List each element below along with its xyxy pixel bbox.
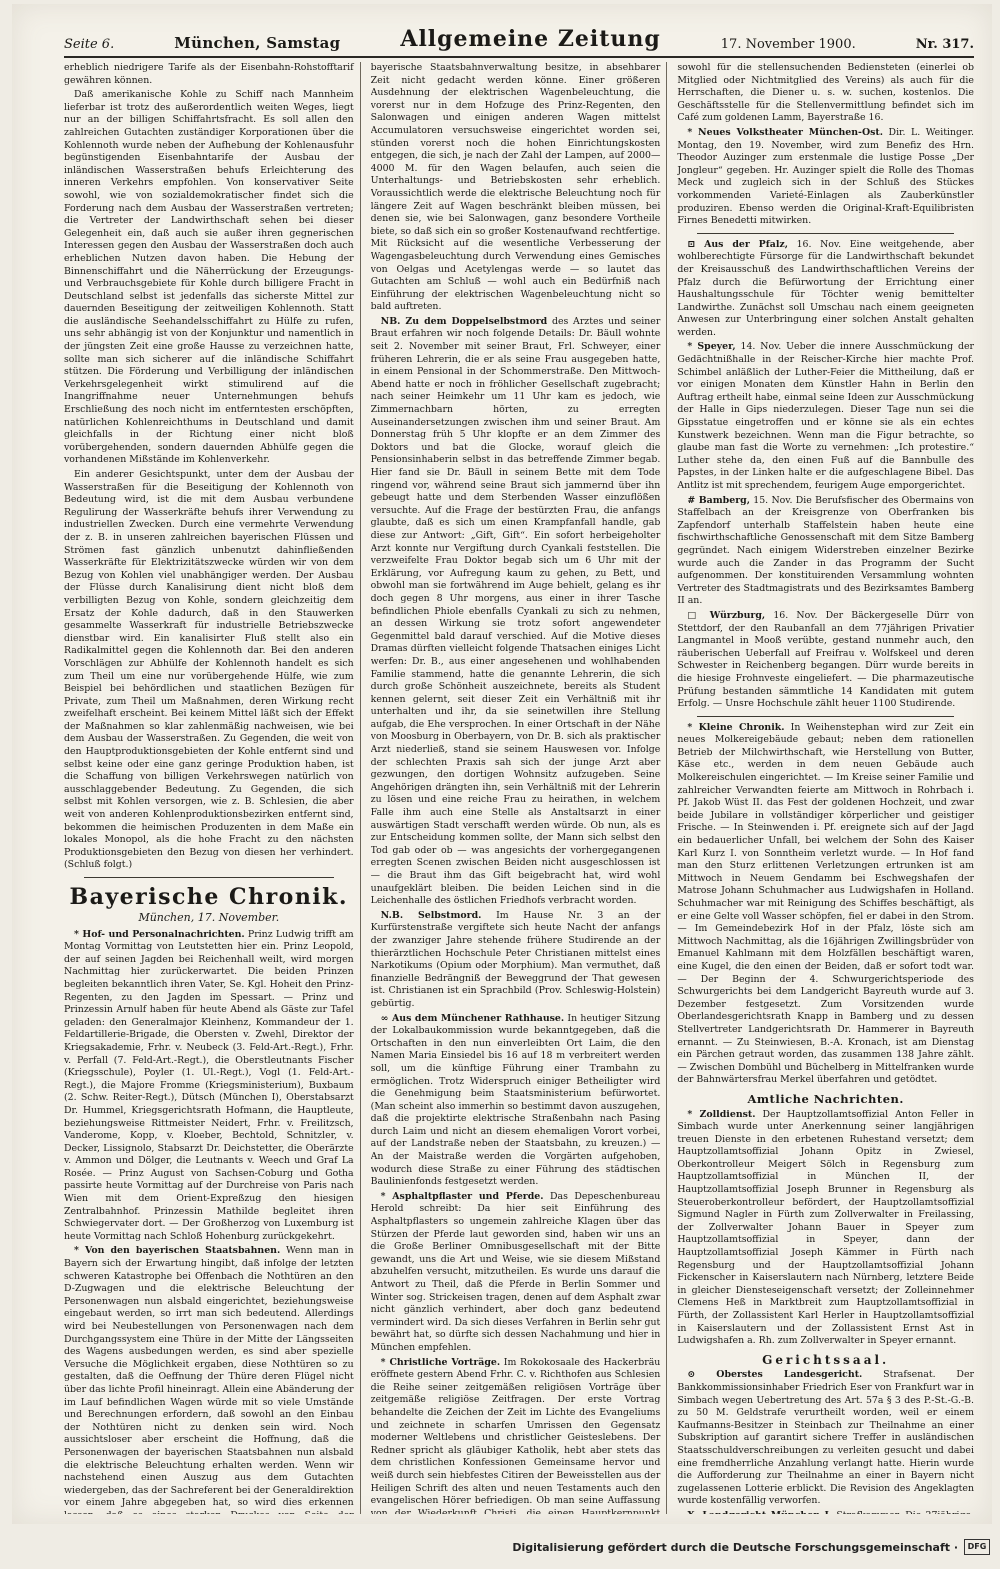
article-heading: ∞ Aus dem Münchener Rathhause.	[381, 1013, 564, 1024]
article-heading: □ Würzburg,	[687, 610, 765, 621]
paragraph: sowohl für die stellensuchenden Bediensteten (einerlei ob Mitglied oder Nichtmitglied des Vereins) als auch für die Herrschaften, die Diener u. s. w. suchen, kostenlos. Die Geschäftsstelle für die Stellenvermittlung befindet sich im Café zum goldenen Lamm, Bayerstraße 16.	[677, 62, 974, 125]
section-dateline: München, 17. November.	[64, 912, 354, 925]
article	[677, 610, 974, 711]
article-body: Im Hause Nr. 3 an der Kurfürstenstraße vergiftete sich heute Nacht der anfangs der zwanziger Jahre stehende frühere Studirende an der thierärztlichen Hochschule Peter Christianen mittelst eines Narkotikums (Opium oder Morphium). Man vermuthet, daß finanzielle Bedrängniß der Beweggrund der That gewesen ist. Christianen ist ein Sprachbild (Prov. Schleswig-Holstein) gebürtig.	[371, 910, 661, 1009]
article	[371, 910, 661, 1011]
article	[677, 127, 974, 228]
newspaper-title: Allgemeine Zeitung	[400, 26, 660, 52]
article	[371, 1191, 661, 1355]
article-heading: NB. Zu dem Doppelselbstmord	[381, 316, 548, 327]
divider	[697, 716, 954, 717]
article	[64, 1245, 354, 1514]
article-heading: ⊡ Aus der Pfalz,	[687, 239, 788, 250]
article-heading: * Von den bayerischen Staatsbahnen.	[74, 1245, 280, 1256]
paragraph: erheblich niedrigere Tarife als der Eisenbahn-Rohstofftarif gewähren können.	[64, 62, 354, 87]
article-heading: * Speyer,	[687, 341, 735, 352]
article	[677, 1109, 974, 1348]
section-title-gerichtssaal: Gerichtssaal.	[677, 1354, 974, 1367]
article-heading: * Neues Volkstheater München-Ost.	[687, 127, 883, 138]
divider	[84, 877, 334, 878]
article-body: In Weihenstephan wird zur Zeit ein neues Molkereigebäude gebaut; neben dem rationellen Betrieb der Milchwirthschaft, wie Herstellung von Butter, Käse etc., werden in dem neuen Gebäude auch Molkereischulen eingerichtet. — Im Kreise seiner Familie und zahlreicher Verwandten feierte am Mittwoch in Rohrbach i. Pf. Jakob Wüst II. das Fest der goldenen Hochzeit, und zwar beide Jubilare in vollständiger körperlicher und geistiger Frische. — In Steinwenden i. Pf. ereignete sich auf der Jagd ein bedauerlicher Unfall, bei welchem der Sohn des Kaiser Karl Kurz I. von Sonntheim verletzt wurde. — In Hof fand man den Sturz erlittenen Verletzungen ertrunken ist am Mittwoch in Neuem Gendamm bei Eschwegshafen der Matrose Johann Schuhmacher aus Ludwigshafen in Holland. Schuhmacher war mit Reinigung des Schiffes beschäftigt, als er eine Gelte voll Wasser schöpfen, fiel er dabei in den Strom. — Im Gemeindebezirk Hof in der Pfalz, löste sich am Mittwoch Nachmittag, als die 16jährigen Zwillingsbrüder von Emanuel Kahlmann mit dem Holzfällen beschäftigt waren, eine Kugel, die den einen der Beiden, daß er sofort todt war. — Der Beginn der 4. Schwurgerichtsperiode des Schwurgerichts bei dem Landgericht Bayreuth wurde auf 3. Dezember festgesetzt. Zum Vorsitzenden wurde Oberlandesgerichtsrath Knapp in Bamberg und zu dessen Stellvertreter Landgerichtsrath Dr. Hammerer in Bayreuth ernannt. — Zu Steinwiesen, B.-A. Kronach, ist am Dienstag ein Pärchen getraut worden, das zusammen 138 Jahre zählt. — Zwischen Dombühl und Büchelberg in Mittelfranken wurde der Bahnwärtersfrau Merkel überfahren und getödtet.	[677, 722, 974, 1086]
article	[64, 929, 354, 1244]
article	[371, 316, 661, 908]
article-body: Dir. L. Weitinger. Montag, den 19. November, wird zum Benefiz des Hrn. Theodor Auzinger zum erstenmale die lustige Posse „Der Jongleur“ gegeben. Hr. Auzinger spielt die Rolle des Thomas Meck und zugleich sich in der Schluß des Stückes vorkommenden Varieté-Einlagen als Zauberkünstler produziren. Ebenso werden die Original-Kraft-Equilibristen Firnes Benedetti mitwirken.	[677, 127, 974, 226]
paragraph: Ein anderer Gesichtspunkt, unter dem der Ausbau der Wasserstraßen für die Beseitigung der Kohlennoth von Bedeutung wird, ist die mit dem Ausbau verbundene Regulirung der Wasserkräfte behufs ihrer Verwendung zu industriellen Zwecken. Durch eine vermehrte Verwendung der z. B. in unseren zahlreichen bayerischen Flüssen und Strömen fast gänzlich unbenutzt dahinfließenden Wasserkräfte für Elektrizitätszwecke würden wir von dem Bezug von Kohlen viel unabhängiger werden. Der Ausbau der Flüsse durch Kanalisirung dient nicht bloß dem verbilligten Bezug von Kohle, sondern gleichzeitig dem Ersatz der Kohle dadurch, daß in den Stauwerken gesammelte Wasserkraft für industrielle Betriebszwecke dienstbar wird. Ein kanalisirter Fluß stellt also ein Radikalmittel gegen die Kohlennoth dar. Bei den anderen Vorschlägen zur Abhülfe der Kohlennoth handelt es sich zum Theil um eine nur vorübergehende Hülfe, wie zum Beispiel bei behördlichen und staatlichen Bezügen für Private, zum Theil um Maßnahmen, deren Wirkung recht zweifelhaft erscheint. Bei keinem Mittel läßt sich der Effekt der Maßnahmen so klar zahlenmäßig nachweisen, wie bei dem Ausbau der Wasserstraßen. Zu Gegenden, die weit von den Hauptproduktionsgebieten der Kohle entfernt sind und selbst keine oder eine ganz geringe Produktion haben, ist die Schaffung von billigen Verkehrswegen natürlich von ausschlaggebender Bedeutung. Zu Gegenden, die sich selbst mit Kohlen versorgen, wie z. B. Schlesien, die aber weit von anderen Kohlenproduktionsbezirken entfernt sind, bekommen die heimischen Produzenten in dem Maße ein lokales Monopol, als die hohe Fracht zu den nächsten Produktionsgebieten den Bezug von diesen her verhindert. (Schluß folgt.)	[64, 469, 354, 872]
newspaper-page	[12, 4, 992, 1524]
text-columns	[64, 62, 974, 1514]
article-body: Der Hauptzollamtsoffizial Anton Feller in Simbach wurde unter Anerkennung seiner langjährigen treuen Dienste in den erbetenen Ruhestand versetzt; dem Hauptzollamtsoffizial Johann Opitz in Zwiesel, Oberkontrolleur Meigert Sölch in Regensburg zum Hauptzollamtsoffizial in München II, der Hauptzollamtsoffizial Joseph Brunner in Regensburg als Steueroberkontrolleur befördert, der Hauptzollamtsoffizial Sigmund Nagler in Fürth zum Zollverwalter in Freilassing, der Zollverwalter Johann Bauer in Speyer zum Hauptzollamtsoffizial in Speyer, dann der Hauptzollamtsoffizial Joseph Kämmer in Fürth nach Regensburg und der Hauptzollamtsoffizial Johann Fickenscher in Kaiserslautern nach Nürnberg, letztere Beide in gleicher Diensteseigenschaft versetzt; der Zolleinnehmer Clemens Heß in Marktbreit zum Hauptzollamtsoffizial in Fürth, der Zollassistent Karl Herler in Hauptzollamtsoffizial in Kaiserslautern und der Zollassistent Ernst Ast in Ludwigshafen a. Rh. zum Zollverwalter in Speyer ernannt.	[677, 1109, 974, 1347]
column-1	[64, 62, 361, 1514]
section-title: Bayerische Chronik.	[64, 884, 354, 910]
paragraph: bayerische Staatsbahnverwaltung besitze, in absehbarer Zeit nicht gedacht werden könne. Einer größeren Ausdehnung der elektrischen Wagenbeleuchtung, die vorerst nur in dem Hofzuge des Prinz-Regenten, den Salonwagen und einigen anderen Wagen mittelst Accumulatoren versuchsweise eingerichtet worden sei, stünden vorerst noch die hohen Einrichtungskosten entgegen, die sich, je nach der Zahl der Lampen, auf 2000—4000 M. für den Wagen belaufen, auch seien die Unterhaltungs- und Betriebskosten sehr erheblich. Voraussichtlich werde die elektrische Beleuchtung noch für längere Zeit auf Wagen beschränkt bleiben müssen, bei denen sie, wie bei Salonwagen, ganz besondere Vortheile biete, so daß sich ein so großer Kostenaufwand rechtfertige. Mit Rücksicht auf die wesentliche Verbesserung der Wagengasbeleuchtung durch Verwendung eines Gemisches von Oelgas und Acetylengas werde — so lautet das Gutachten am Schluß — wohl auch ein Bedürfniß nach Einführung der elektrischen Wagenbeleuchtung nicht so bald auftreten.	[371, 62, 661, 314]
article	[677, 722, 974, 1087]
article-heading: N.B. Selbstmord.	[381, 910, 482, 921]
article-body: 15. Nov. Die Berufsfischer des Obermains von Staffelbach an der Kreisgrenze von Oberfranken bis Zapfendorf unterhalb Staffelstein haben heute eine fischwirthschaftliche Genossenschaft mit dem Sitze Bamberg gegründet. Nach einigem Widerstreben einzelner Bezirke wurde auch die Zander in das Programm der Sucht aufgenommen. Der konstituirenden Versammlung wohnten Vertreter des Stadtmagistrats und des Bezirksamtes Bamberg II an.	[677, 495, 974, 607]
article	[677, 495, 974, 608]
column-2	[371, 62, 668, 1514]
article	[677, 1510, 974, 1514]
article-body: Wenn man in Bayern sich der Erwartung hingibt, daß infolge der letzten schweren Katastrophe bei Offenbach die Nothtüren an den D-Zugwagen und die elektrische Beleuchtung der Personenwagen nun alsbald eingerichtet, beziehungsweise eingebaut werden, so irrt man sich bedeutend. Allerdings wird bei Neubestellungen von Personenwagen nach dem Durchgangssystem eine Thüre in der Mitte der Längsseiten des Wagens ausbedungen werden, es sind aber spezielle Versuche die Möglichkeit ergaben, diese Nothtüren so zu gestalten, daß die Oeffnung der Thüre deren Flügel nicht über das lichte Profil hineinragt. Allein eine Abänderung der im Lauf befindlichen Wagen würde mit so viele Umstände und Berechnungen erfordern, daß sowohl an den Einbau der Nothtüren nicht zu denken sein wird. Noch aussichtsloser aber erscheint die Hoffnung, daß die Personenwagen der bayerischen Staatsbahnen nun alsbald die elektrische Beleuchtung erhalten werden. Wenn wir nachstehend einen Auszug aus dem Gutachten wiedergeben, das der Sachreferent bei der Generaldirektion vor einem Jahre abgegeben hat, so wird dies erkennen	[64, 1245, 354, 1514]
article-heading: * Hof- und Personalnachrichten.	[74, 929, 245, 940]
page-header	[64, 12, 974, 58]
article-body: Das Depeschenbureau Herold schreibt: Da hier seit Einführung des Asphaltpflasters so ungemein zahlreiche Klagen über das Stürzen der Pferde laut geworden sind, haben wir uns an die Große Berliner Omnibusgesellschaft mit der Bitte gewandt, uns die Art und Weise, wie sie diesem Mißstand abzuhelfen versucht, mitzutheilen. Es wurde uns darauf die Antwort zu Theil, daß die Pferde in Berlin Sommer und Winter sog. Strickeisen tragen, denen auf dem Asphalt zwar nicht gänzlich verhindert, aber doch ganz bedeutend vermindert wird. Da sich dieses Verfahren in Berlin sehr gut bewährt hat, so dürfte sich dessen Nachahmung und hier in München empfehlen.	[371, 1191, 661, 1353]
article-heading	[687, 1510, 832, 1514]
section-title-amtliche: Amtliche Nachrichten.	[677, 1093, 974, 1106]
article-body: Im Rokokosaale des Hackerbräu eröffnete gestern Abend Frhr. C. v. Richthofen aus Schlesien die Reihe seiner zeitgemäßen religiösen Vorträge über zeitgemäße religiöse Zeitfragen. Der erste Vortrag behandelte die Zeichen der Zeit im Lichte des Evangeliums und zeichnete in scharfen Umrissen den Gegensatz moderner Weltlebens und christlicher Geisteslebens. Der Redner spricht als gläubiger Katholik, hebt aber stets das dem christlichen Konfessionen Gemeinsame hervor und weiß durch sein hiebfestes Citiren der Beweisstellen aus der Heiligen Schrift des alten und neuen Testaments auch den evangelischen Hörer befriedigen. Ob man seine Auffassung von der Wiederkunft Christi, die einen Hauptkernpunkt	[371, 1357, 661, 1514]
article-body: 14. Nov. Ueber die innere Ausschmückung der Gedächtnißhalle in der Reischer-Kirche hier machte Prof. Schimbel anläßlich der Luther-Feier die Mittheilung, daß er vor einigen Monaten dem Künstler Hahn in Berlin den Auftrag ertheilt habe, einmal seine Ideen zur Ausschmückung der Halle in Gips niederzulegen. Dieser Tage nun sei die Gipsstatue eingetroffen und er könne sie als ein echtes Kunstwerk bezeichnen. Wenn man die Figur betrachte, so glaube man fast die Worte zu vernehmen: „Ich protestire.“ Luther stehe da, den einen Fuß auf die Bannbulle des Papstes, in der Linken halte er die aufgeschlagene Bibel. Das Antlitz ist mit sprechendem, feurigem Auge emporgerichtet.	[677, 341, 974, 491]
article-heading: * Christliche Vorträge.	[381, 1357, 500, 1368]
article	[677, 239, 974, 340]
article-body: 16. Nov. Der Bäckergeselle Dürr von Stettdorf, der den Raubanfall an dem 77jährigen Privatier Langmantel in Mooß verübte, gestand nunmehr auch, den räuberischen Ueberfall auf Freifrau v. Wolfskeel und deren Schwester in Reichenberg begangen. Dürr wurde bereits in die hiesige Frohnveste eingeliefert. — Die pharmazeutische Prüfung bestanden sämmtliche 14 Kandidaten mit gutem Erfolg. — Unsre Hochschule zählt heuer 1100 Studirende.	[677, 610, 974, 709]
article-heading: # Bamberg,	[687, 495, 750, 506]
article-body: In heutiger Sitzung der Lokalbaukommission wurde bekanntgegeben, daß die Ortschaften in den nun einverleibten Ort Laim, die den Namen Maria Einsiedel bis 16 auf 18 m verbreitert werden soll, um die künftige Führung einer Trambahn zu ermöglichen. Trotz Widerspruch einiger Betheiligter wird die Genehmigung beim Staatsministerium befürwortet. (Man scheint also immerhin so bestimmt davon auszugehen, daß die projektirte elektrische Straßenbahn nach Pasing durch Laim und nicht an diesem ehemaligen Vorort vorbei, auf der Landstraße neben der Staatsbahn, zu kreuzen.) — An der Maistraße werden die Vorgärten aufgehoben, wodurch diese Straße zu einer Führung des städtischen Baulinienfonds festgesetzt werden.	[371, 1013, 661, 1188]
credit-text: Digitalisierung gefördert durch die Deutsche Forschungsgemeinschaft ·	[512, 1541, 958, 1554]
article-heading: * Zolldienst.	[687, 1109, 755, 1120]
column-3	[677, 62, 974, 1514]
article	[371, 1013, 661, 1189]
issue-date: 17. November 1900.	[721, 37, 856, 52]
paragraph: Daß amerikanische Kohle zu Schiff nach Mannheim lieferbar ist trotz des außerordentlich weiten Weges, liegt nur an der billigen Schiffahrtsfracht. Es soll allen den zahlreichen Gutachten zuständiger Korporationen über die Kohlennoth wurde neben der Aufhebung der Kohlenausfuhr begünstigenden Eisenbahntarife der Ausbau der inländischen Wasserstraßen behufs Erleichterung des inneren Verkehrs empfohlen. Von konservativer Seite sowohl, wie von sozialdemokratischer findet sich die Forderung nach dem Ausbau der Wasserstraßen vertreten; die Vertreter der Landwirthschaft sehen bei dieser Gelegenheit ein, daß auch sie außer ihren gegnerischen Interessen gegen den Ausbau der Wasserstraßen doch auch erheblichen Nutzen davon haben. Die Hebung der Binnenschiffahrt und die Näherrückung der Erzeugungs- und Verbrauchsgebiete für Kohle durch billigere Fracht in Deutschland selbst ist jedenfalls das sicherste Mittel zur dauernden Beseitigung der zeitweiligen Kohlennoth. Statt die ausländische Seehandelsschiffahrt zu Hülfe zu rufen, uns sehr abhängig ist von der Konjunktur und namentlich in der jüngsten Zeit eine große Hausse zu verzeichnen hatte, sollte man sich sicherer auf die inländische Schiffahrt stützen. Die Förderung und Verbilligung der inländischen Verkehrsgelegenheit wirkt stimulirend auf die Inangriffnahme neuer Unternehmungen behufs Erschließung des noch nicht im entferntesten erschöpften, natürlichen Kohlenreichthums in Deutschland und damit gleichfalls in der Richtung einer nicht bloß vorübergehenden, sondern dauernden Abhülfe gegen die vorhandenen Mißstände im Kohlenverkehr.	[64, 89, 354, 467]
article-body: Strafsenat. Der Bankkommissionsinhaber Friedrich Eser von Frankfurt war in Simbach wegen Uebertretung des Art. 57a § 3 des P.-St.-G.-B. zu 50 M. Geldstrafe verurtheilt worden, weil er einem Kaufmanns-Besitzer in Steinbach zur Theilnahme an einer Subskription auf garantirt sichere Treffer in ausländischen Staatsschuldverschreibungen zu verleiten gesucht und dabei eine fremdherrliche Anzahlung verlangt hatte. Hierin wurde die Aufforderung zur Theilnahme an einer in Bayern nicht zugelassenen Lotterie erblickt. Die Revision des Angeklagten wurde kostenfällig verworfen.	[677, 1369, 974, 1506]
issue-number: Nr. 317.	[916, 37, 974, 52]
article	[677, 1369, 974, 1508]
article-heading: * Kleine Chronik.	[687, 722, 784, 733]
article-heading: * Asphaltpflaster und Pferde.	[381, 1191, 544, 1202]
article-body: Prinz Ludwig trifft am Montag Vormittag von Leutstetten hier ein. Prinz Leopold, der auf seinen Jagden bei Reichenhall weilt, wird morgen Nachmittag hier zurückerwartet. Die beiden Prinzen begleiten bekanntlich ihren Vater, Se. Kgl. Hoheit den Prinz-Regenten, zu den Jagden im Spessart. — Prinz und Prinzessin Arnulf haben für heute Abend als Gäste zur Tafel geladen: den Generalmajor Kleinhenz, Kommandeur der 1. Feldartillerie-Brigade, die Obersten v. Zwehl, Direktor der Kriegsakademie, Frhr. v. Neubeck (3. Feld-Art.-Regt.), Frhr. v. Perfall (7. Feld-Art.-Regt.), die Oberstleutnants Fischer (Kriegsschule), Poyler (1. Ul.-Regt.), Vogl (1. Feld-Art.-Regt.), die Majore Fromme (Kriegsministerium), Buxbaum (2. Schw. Reiter-Regt.), Dütsch (München I), Oberstabsarzt Dr. Hummel, Kriegsgerichtsrath Hofmann, die Hauptleute, beziehungsweise Rittmeister Neidert, Frhr. v. Freilitzsch, Vanderome, Kopp, v. Kloeber, Bechtold, Schnitzler, v. Decker, Lissignolo, Stabsarzt Dr. Deichstetter, die Oberärzte v. Ammon und Dölger, die Leutnants v. Weech und Graf La Rosée. — Prinz August von Sachsen-Coburg und Gotha passirte heute Vormittag auf der Durchreise von Paris nach Wien mit dem Orient-Expreßzug den hiesigen Zentralbahnhof. Prinzessin Mathilde begleitet ihren Schwiegervater dort. — Der Großherzog von Luxemburg ist heute Vormittag nach Schloß Hohenburg zurückgekehrt.	[64, 929, 354, 1242]
article-heading: ⊙ Oberstes Landesgericht.	[687, 1369, 862, 1380]
article-body: 16. Nov. Eine weitgehende, aber wohlberechtigte Fürsorge für die Landwirthschaft bekundet der Kreisausschuß des Landwirthschaftlichen Vereins der Pfalz durch die Befürwortung der Errichtung einer Haushaltungsschule für Töchter wenig bemittelter Landwirthe. Zunächst soll Umschau nach einem geeigneten Anwesen zur Unterbringung einer solchen Anstalt gehalten werden.	[677, 239, 974, 338]
divider	[697, 233, 954, 234]
article	[677, 341, 974, 492]
article-body: des Arztes und seiner Braut erfahren wir noch folgende Details: Dr. Bäull wohnte seit 2. November mit seiner Braut, Frl. Schweyer, einer früheren Lehrerin, die er als seine Frau ausgegeben hatte, in einem Pensional in der Schommerstraße. Den Mittwoch-Abend hatte er noch in fröhlicher Gesellschaft zugebracht; nach seiner Heimkehr um 11 Uhr kam es jedoch, wie Zimmernachbarn hörten, zu erregten Auseinandersetzungen zwischen ihm und seiner Braut. Am Donnerstag früh 5 Uhr klopfte er an dem Zimmer des Doktors und bat die Glocke, worauf gleich die Pensionsinhaberin selbst in das betreffende Zimmer begab. Hier fand sie Dr. Bäull in seinem Bette mit dem Tode ringend vor, während seine Braut sich jammernd über ihn gebeugt hatte und dem Sterbenden Wasser einzuflößen versuchte. Auf die Frage der bestürzten Frau, die anfangs glaubte, daß es sich um einen Krampfanfall handle, gab diese zur Antwort: „Gift, Gift“. Ein sofort herbeigeholter Arzt konnte nur Vergiftung durch Cyankali feststellen. Die verzweifelte Frau Doktor begab sich um 6 Uhr mit der Erklärung, vor Aufregung kaum zu gehen, zu Bett, und obwohl man sie fortwährend im Auge behielt, gelang es ihr doch gegen 8 Uhr morgens, aus einer in ihrer Tasche befindlichen Phiole ebenfalls Cyankali zu sich zu nehmen, an dessen Wirkung sie trotz sofort angewendeter Gegenmittel bald darauf verschied. Auf die Motive dieses Dramas dürften vielleicht folgende Thatsachen einiges Licht werfen: Dr. B., aus einer angesehenen und wohlhabenden Familie stammend, hatte die genannte Lehrerin, die sich durch große Schönheit auszeichnete, bereits als Student kennen gelernt, seit dieser Zeit ein Verhältniß mit ihr unterhalten und ihr, da sie seinetwillen ihre Stellung aufgab, die Ehe versprochen. In einer Ortschaft in der Nähe von Moosburg in Oberbayern, von Dr. B. sich als praktischer Arzt niederließ, stand sie seinem Hauswesen vor. Infolge der schlechten Praxis sah sich der junge Arzt aber gezwungen, den dortigen Wohnsitz aufzugeben. Seine Angehörigen drängten ihn, sein Verhältniß mit der Lehrerin zu lösen und eine reiche Frau zu heirathen, in welchem Falle ihm auch eine Stelle als Anstaltsarzt in einer auswärtigen Stadt verschafft werden würde. Ob nun, als es zur Entscheidung kommen sollte, der Mann sich selbst den Tod gab oder ob — was angesichts der vorhergegangenen erregten Scenen zwischen Beiden nicht ausgeschlossen ist — die Braut ihm das Gift beigebracht hat, wird wohl unaufgeklärt bleiben. Die beiden Leichen sind in die Leichenhalle des östlichen Friedhofs verbracht worden.	[371, 316, 661, 906]
digitization-credit	[512, 1539, 990, 1555]
city-day: München, Samstag	[174, 34, 340, 52]
article	[371, 1357, 661, 1514]
dfg-logo-icon: DFG	[964, 1539, 990, 1555]
page-number: Seite 6.	[64, 37, 114, 52]
